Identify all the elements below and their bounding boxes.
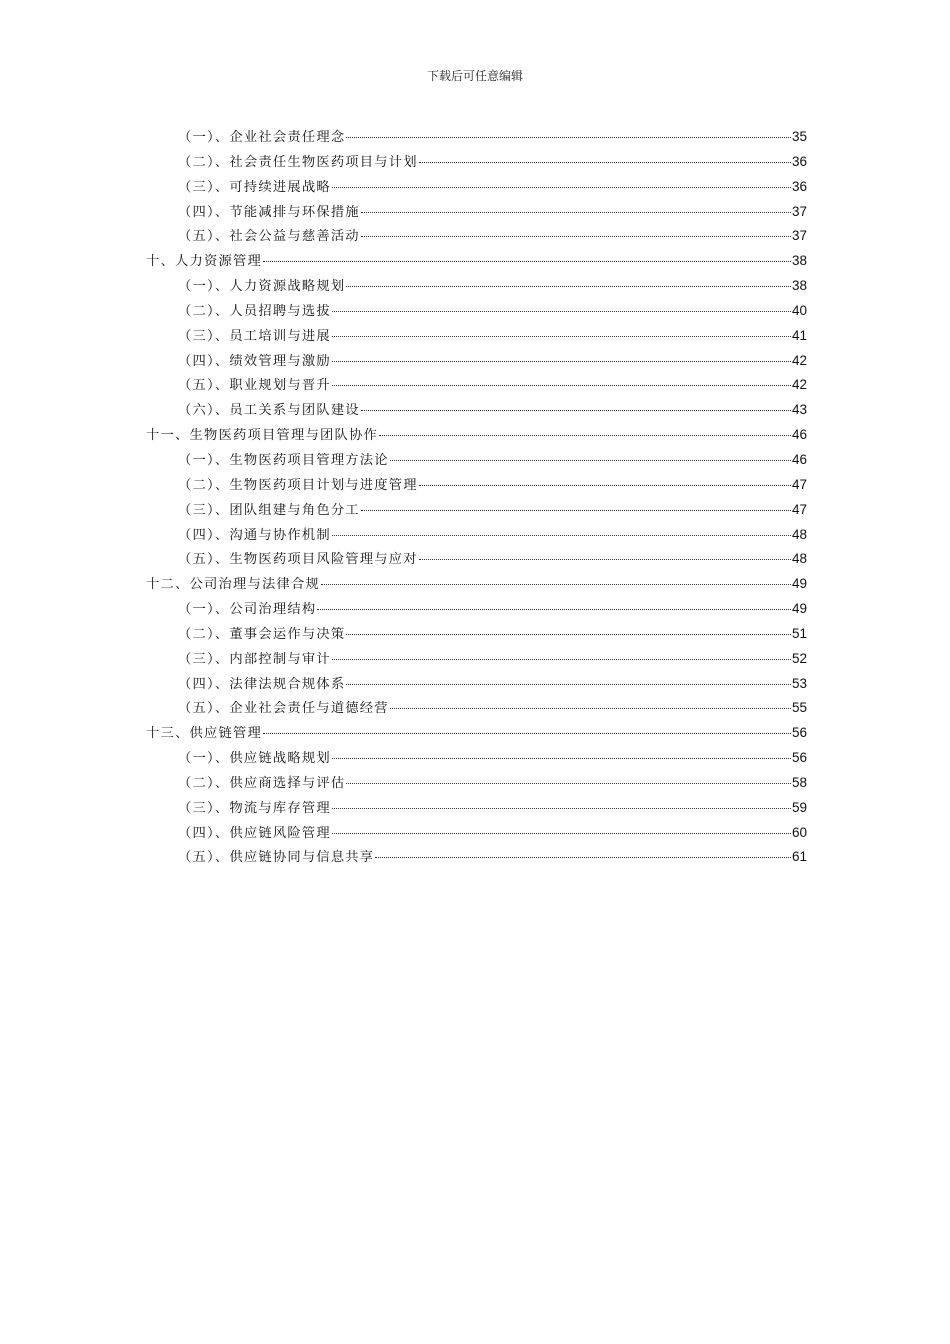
toc-entry-title: （四）、法律法规合规体系 xyxy=(178,676,346,692)
toc-entry-title: （二）、人员招聘与选拔 xyxy=(178,303,331,319)
toc-section-entry[interactable] xyxy=(146,696,807,721)
toc-entry-page-number: 55 xyxy=(791,700,807,716)
toc-section-entry[interactable] xyxy=(146,845,807,870)
toc-dot-leader xyxy=(332,187,791,188)
toc-entry-title: （三）、可持续进展战略 xyxy=(178,179,331,195)
toc-section-entry[interactable] xyxy=(146,324,807,349)
toc-dot-leader xyxy=(361,212,791,213)
toc-section-entry[interactable] xyxy=(146,175,807,200)
toc-dot-leader xyxy=(346,684,791,685)
toc-dot-leader xyxy=(419,559,791,560)
toc-section-entry[interactable] xyxy=(146,796,807,821)
toc-entry-page-number: 49 xyxy=(791,601,807,617)
toc-dot-leader xyxy=(332,311,791,312)
toc-dot-leader xyxy=(346,634,791,635)
toc-entry-page-number: 36 xyxy=(791,153,807,169)
toc-entry-page-number: 56 xyxy=(791,750,807,766)
toc-dot-leader xyxy=(346,286,791,287)
toc-dot-leader xyxy=(332,659,791,660)
toc-entry-page-number: 46 xyxy=(791,427,807,443)
toc-chapter-entry[interactable] xyxy=(146,721,807,746)
toc-section-entry[interactable] xyxy=(146,349,807,374)
toc-dot-leader xyxy=(375,857,791,858)
toc-entry-title: （三）、物流与库存管理 xyxy=(178,800,331,816)
toc-entry-page-number: 56 xyxy=(791,725,807,741)
table-of-contents xyxy=(146,125,807,870)
toc-entry-page-number: 60 xyxy=(791,824,807,840)
toc-section-entry[interactable] xyxy=(146,547,807,572)
toc-entry-page-number: 42 xyxy=(791,352,807,368)
toc-entry-page-number: 43 xyxy=(791,402,807,418)
toc-entry-title: （五）、生物医药项目风险管理与应对 xyxy=(178,552,418,568)
toc-dot-leader xyxy=(332,385,791,386)
toc-section-entry[interactable] xyxy=(146,821,807,846)
toc-section-entry[interactable] xyxy=(146,672,807,697)
toc-section-entry[interactable] xyxy=(146,274,807,299)
toc-entry-page-number: 51 xyxy=(791,625,807,641)
toc-entry-title: 十一、生物医药项目管理与团队协作 xyxy=(146,428,378,444)
toc-dot-leader xyxy=(263,261,791,262)
toc-entry-title: （一）、供应链战略规划 xyxy=(178,751,331,767)
toc-dot-leader xyxy=(346,783,791,784)
toc-entry-title: （五）、供应链协同与信息共享 xyxy=(178,850,375,866)
toc-dot-leader xyxy=(419,485,791,486)
toc-entry-title: （三）、团队组建与角色分工 xyxy=(178,502,360,518)
toc-entry-page-number: 37 xyxy=(791,203,807,219)
page-header: 下载后可任意编辑 xyxy=(426,69,523,83)
toc-section-entry[interactable] xyxy=(146,523,807,548)
toc-dot-leader xyxy=(390,708,791,709)
toc-dot-leader xyxy=(361,236,791,237)
toc-entry-page-number: 38 xyxy=(791,278,807,294)
toc-section-entry[interactable] xyxy=(146,299,807,324)
toc-entry-title: （二）、供应商选择与评估 xyxy=(178,775,346,791)
toc-entry-page-number: 59 xyxy=(791,799,807,815)
toc-dot-leader xyxy=(332,808,791,809)
toc-dot-leader xyxy=(263,733,791,734)
toc-section-entry[interactable] xyxy=(146,498,807,523)
toc-entry-page-number: 49 xyxy=(791,576,807,592)
toc-entry-title: （五）、社会公益与慈善活动 xyxy=(178,229,360,245)
toc-entry-title: （五）、企业社会责任与道德经营 xyxy=(178,701,389,717)
toc-section-entry[interactable] xyxy=(146,746,807,771)
toc-dot-leader xyxy=(317,609,791,610)
toc-dot-leader xyxy=(361,410,791,411)
toc-section-entry[interactable] xyxy=(146,448,807,473)
toc-section-entry[interactable] xyxy=(146,597,807,622)
toc-dot-leader xyxy=(332,535,791,536)
toc-entry-title: 十三、供应链管理 xyxy=(146,726,262,742)
toc-chapter-entry[interactable] xyxy=(146,423,807,448)
toc-section-entry[interactable] xyxy=(146,200,807,225)
toc-entry-page-number: 48 xyxy=(791,551,807,567)
toc-dot-leader xyxy=(332,833,791,834)
toc-entry-page-number: 42 xyxy=(791,377,807,393)
toc-section-entry[interactable] xyxy=(146,125,807,150)
toc-entry-title: （四）、节能减排与环保措施 xyxy=(178,204,360,220)
toc-entry-page-number: 48 xyxy=(791,526,807,542)
toc-dot-leader xyxy=(379,435,791,436)
toc-entry-page-number: 61 xyxy=(791,849,807,865)
toc-entry-title: （五）、职业规划与晋升 xyxy=(178,378,331,394)
toc-section-entry[interactable] xyxy=(146,373,807,398)
toc-dot-leader xyxy=(332,361,791,362)
toc-dot-leader xyxy=(419,162,791,163)
toc-entry-page-number: 52 xyxy=(791,650,807,666)
toc-entry-title: （二）、董事会运作与决策 xyxy=(178,626,346,642)
toc-dot-leader xyxy=(321,584,791,585)
toc-section-entry[interactable] xyxy=(146,622,807,647)
toc-section-entry[interactable] xyxy=(146,224,807,249)
toc-section-entry[interactable] xyxy=(146,771,807,796)
toc-chapter-entry[interactable] xyxy=(146,249,807,274)
toc-entry-title: （一）、企业社会责任理念 xyxy=(178,130,346,145)
toc-entry-page-number: 47 xyxy=(791,501,807,517)
toc-dot-leader xyxy=(361,510,791,511)
toc-entry-page-number: 38 xyxy=(791,253,807,269)
toc-entry-page-number: 46 xyxy=(791,451,807,467)
toc-entry-title: （四）、绩效管理与激励 xyxy=(178,353,331,369)
toc-entry-page-number: 36 xyxy=(791,178,807,194)
toc-entry-title: （四）、沟通与协作机制 xyxy=(178,527,331,543)
toc-entry-page-number: 41 xyxy=(791,327,807,343)
toc-entry-page-number: 53 xyxy=(791,675,807,691)
toc-entry-page-number: 35 xyxy=(791,129,807,144)
toc-entry-title: （一）、人力资源战略规划 xyxy=(178,279,346,295)
toc-dot-leader xyxy=(390,460,791,461)
toc-chapter-entry[interactable] xyxy=(146,572,807,597)
toc-section-entry[interactable] xyxy=(146,647,807,672)
toc-dot-leader xyxy=(332,336,791,337)
toc-entry-title: （一）、公司治理结构 xyxy=(178,602,317,618)
toc-section-entry[interactable] xyxy=(146,398,807,423)
toc-entry-title: （四）、供应链风险管理 xyxy=(178,825,331,841)
toc-entry-page-number: 47 xyxy=(791,476,807,492)
toc-section-entry[interactable] xyxy=(146,473,807,498)
toc-entry-title: （三）、员工培训与进展 xyxy=(178,328,331,344)
toc-entry-page-number: 40 xyxy=(791,302,807,318)
toc-entry-title: （三）、内部控制与审计 xyxy=(178,651,331,667)
toc-entry-page-number: 37 xyxy=(791,228,807,244)
toc-dot-leader xyxy=(332,758,791,759)
toc-section-entry[interactable] xyxy=(146,150,807,175)
toc-entry-title: （二）、生物医药项目计划与进度管理 xyxy=(178,477,418,493)
toc-entry-page-number: 58 xyxy=(791,774,807,790)
toc-entry-title: 十二、公司治理与法律合规 xyxy=(146,577,320,593)
toc-entry-title: （二）、社会责任生物医药项目与计划 xyxy=(178,154,418,170)
toc-dot-leader xyxy=(346,137,791,138)
toc-entry-title: （一）、生物医药项目管理方法论 xyxy=(178,452,389,468)
toc-entry-title: （六）、员工关系与团队建设 xyxy=(178,403,360,419)
toc-entry-title: 十、人力资源管理 xyxy=(146,254,262,270)
